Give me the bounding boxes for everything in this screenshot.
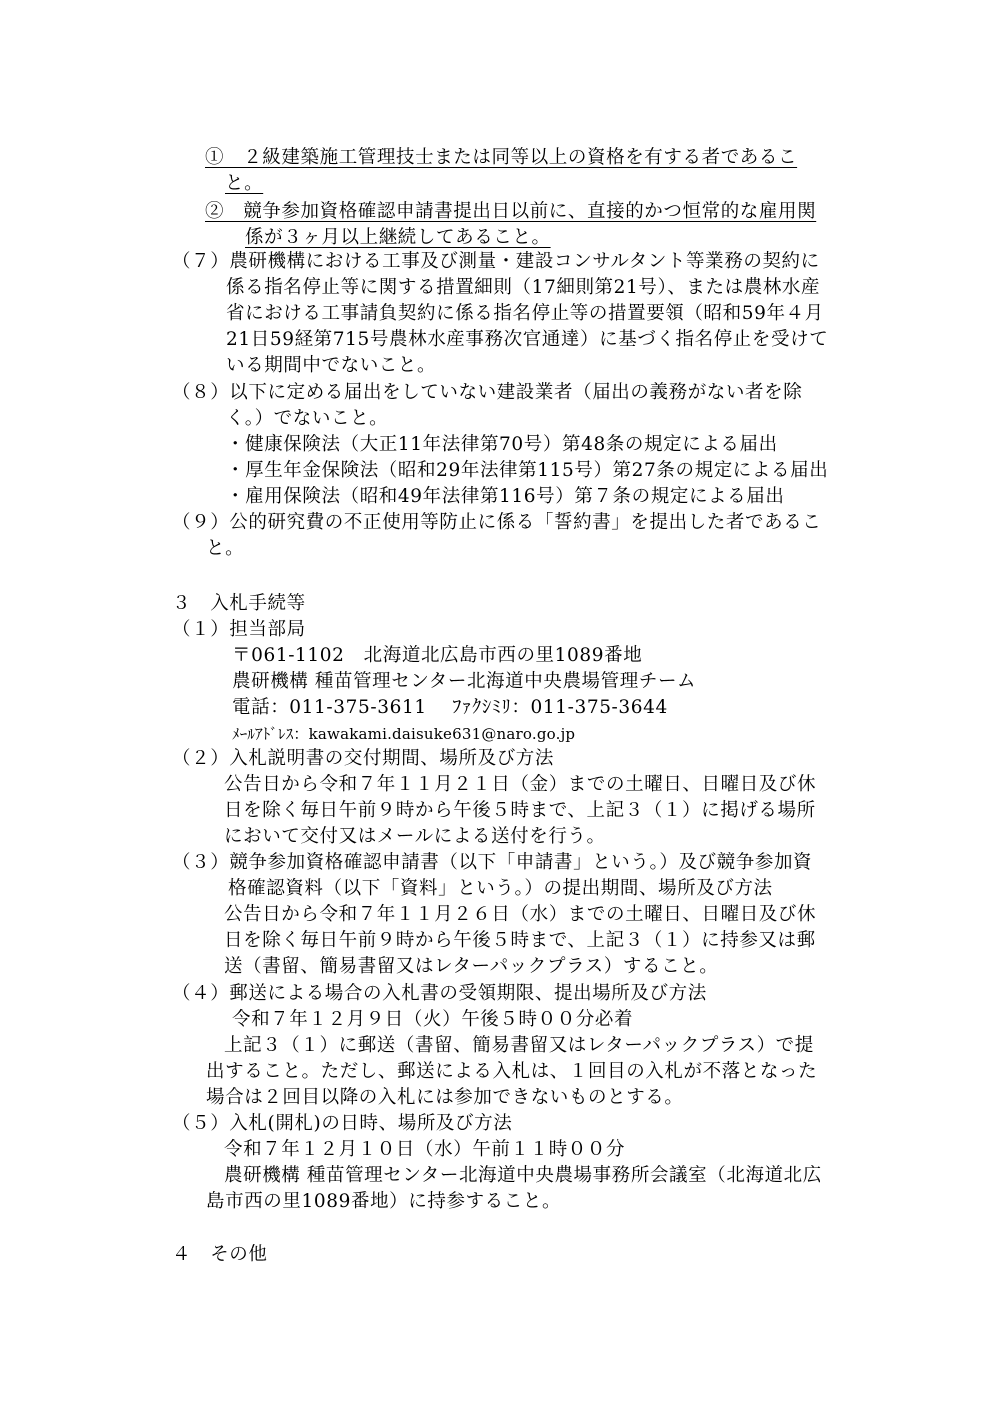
section-3-heading: ３ 入札手続等: [172, 593, 306, 614]
clause-8: （８）以下に定める届出をしていない建設業者（届出の義務がない者を除: [172, 382, 803, 403]
clause-7-line-3: 省における工事請負契約に係る指名停止等の措置要領（昭和59年４月: [226, 303, 824, 324]
qualification-item-1: ① ２級建築施工管理技士または同等以上の資格を有する者であるこ: [205, 147, 798, 168]
clause-3-3-line-2: 格確認資料（以下「資料」という。）の提出期間、場所及び方法: [228, 878, 773, 899]
clause-3-4: （４）郵送による場合の入札書の受領期限、提出場所及び方法: [172, 983, 707, 1004]
clause-3-5-line-4: 島市西の里1089番地）に持参すること。: [206, 1191, 562, 1212]
clause-8-bullet-3: ・雇用保険法（昭和49年法律第116号）第７条の規定による届出: [226, 486, 785, 507]
clause-7-line-4: 21日59経第715号農林水産事務次官通達）に基づく指名停止を受けて: [226, 329, 829, 350]
email-line: ﾒｰﾙｱﾄﾞﾚｽ：kawakami.daisuke631@naro.go.jp: [232, 725, 576, 743]
section-4-heading: ４ その他: [172, 1244, 268, 1265]
clause-3-5-line-3: 農研機構 種苗管理センター北海道中央農場事務所会議室（北海道北広: [224, 1165, 822, 1186]
clause-7-line-2: 係る指名停止等に関する措置細則（17細則第21号）、または農林水産: [226, 277, 821, 298]
clause-3-2: （２）入札説明書の交付期間、場所及び方法: [172, 748, 555, 769]
clause-8-bullet-2: ・厚生年金保険法（昭和29年法律第115号）第27条の規定による届出: [226, 460, 829, 481]
clause-3-2-line-2: 公告日から令和７年１１月２１日（金）までの土曜日、日曜日及び休: [224, 774, 817, 795]
clause-3-3-line-3: 公告日から令和７年１１月２６日（水）までの土曜日、日曜日及び休: [224, 904, 817, 925]
department-line: 農研機構 種苗管理センター北海道中央農場管理チーム: [232, 671, 697, 692]
qualification-item-2: ② 競争参加資格確認申請書提出日以前に、直接的かつ恒常的な雇用関: [205, 201, 817, 222]
clause-3-3-line-5: 送（書留、簡易書留又はレターパックプラス）すること。: [224, 956, 719, 977]
qualification-item-2-cont: 係が３ヶ月以上継続してあること。: [245, 227, 551, 248]
clause-3-3-line-4: 日を除く毎日午前９時から午後５時まで、上記３（１）に持参又は郵: [224, 930, 816, 951]
clause-3-4-line-5: 場合は２回目以降の入札には参加できないものとする。: [206, 1087, 684, 1108]
clause-3-4-deadline: 令和７年１２月９日（火）午後５時００分必着: [232, 1009, 634, 1030]
qualification-item-1-cont: と。: [225, 173, 264, 194]
clause-9: （９）公的研究費の不正使用等防止に係る「誓約書」を提出した者であるこ: [172, 512, 822, 533]
clause-9-line-2: と。: [206, 538, 245, 559]
clause-8-bullet-1: ・健康保険法（大正11年法律第70号）第48条の規定による届出: [226, 434, 778, 455]
clause-3-4-line-4: 出すること。ただし、郵送による入札は、１回目の入札が不落となった: [206, 1061, 818, 1082]
clause-3-2-line-4: において交付又はメールによる送付を行う。: [224, 826, 606, 847]
clause-3-3: （３）競争参加資格確認申請書（以下「申請書」という。）及び競争参加資: [172, 852, 813, 873]
address-line: 〒061-1102 北海道北広島市西の里1089番地: [232, 645, 643, 666]
clause-3-5-datetime: 令和７年１２月１０日（水）午前１１時００分: [224, 1139, 626, 1160]
clause-7: （７）農研機構における工事及び測量・建設コンサルタント等業務の契約に: [172, 251, 820, 272]
clause-3-5: （５）入札(開札)の日時、場所及び方法: [172, 1113, 513, 1134]
clause-8-line-2: く。）でないこと。: [226, 408, 389, 429]
clause-3-4-line-3: 上記３（１）に郵送（書留、簡易書留又はレターパックプラス）で提: [224, 1035, 814, 1056]
clause-7-line-5: いる期間中でないこと。: [226, 355, 437, 376]
clause-3-2-line-3: 日を除く毎日午前９時から午後５時まで、上記３（１）に掲げる場所: [224, 800, 816, 821]
clause-3-1: （１）担当部局: [172, 619, 306, 640]
phone-fax-line: 電話：011-375-3611 ﾌｧｸｼﾐﾘ：011-375-3644: [232, 697, 668, 718]
